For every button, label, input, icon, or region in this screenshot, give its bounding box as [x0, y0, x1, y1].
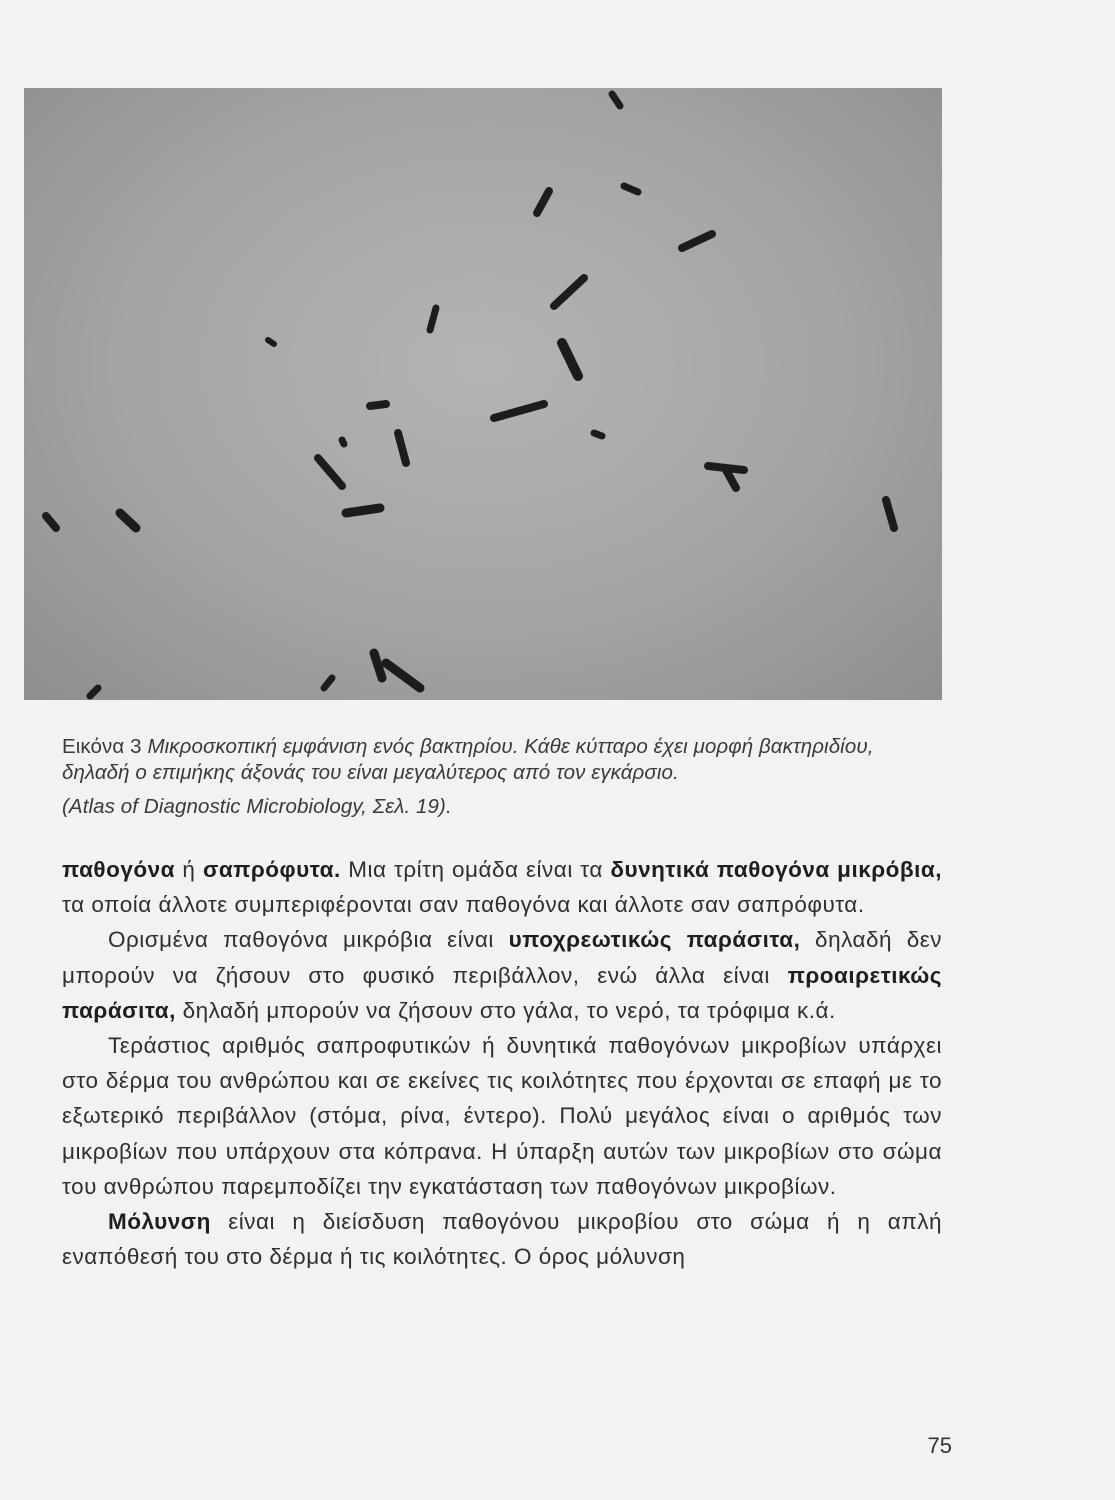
bacterium: [346, 508, 380, 513]
bacterium: [624, 186, 638, 192]
bacterium: [268, 340, 274, 344]
bacteria-image: [24, 88, 942, 700]
term: δυνητικά παθογόνα μικρόβια,: [610, 857, 942, 882]
paragraph: [62, 1204, 942, 1274]
text-run: ή: [174, 857, 203, 882]
caption-label: Εικόνα 3: [62, 735, 142, 758]
text-run: Ορισμένα παθογόνα μικρόβια είναι: [108, 927, 509, 953]
bacterium: [90, 688, 98, 696]
caption-source: [62, 794, 942, 820]
bacterium: [342, 440, 344, 444]
bacterium: [46, 516, 56, 528]
bacterium: [318, 458, 342, 486]
paragraph: [62, 922, 942, 1028]
bacterium: [374, 653, 382, 678]
bacterium: [554, 278, 584, 306]
text-run: είναι η διείσδυση παθογόνου μικροβίου στο σώμα ή η απλή εναπόθεσή του στο δέρμα ή τις κοιλότητες. Ο όρος μόλυνση: [62, 1209, 942, 1270]
source-page: Σελ. 19).: [372, 795, 452, 818]
text-run: δηλαδή μπορούν να ζήσουν στο γάλα, το νερό, τα τρόφιμα κ.ά.: [175, 997, 836, 1023]
bacterium: [430, 308, 436, 330]
figure-caption: [62, 734, 942, 820]
text-run: Τεράστιος αριθμός σαπροφυτικών ή δυνητικά παθογόνων μικροβίων υπάρχει στο δέρμα του ανθρώπου και σε εκείνες τις κοιλότητες που έρχονται σε επαφή με το εξωτερικό περιβάλλον (στόμα, ρίνα, έντερο). Πολύ μεγάλος είναι ο αριθμός των μικροβίων που υπάρχουν στα κόπρανα. Η ύπαρξη αυτών των μικροβίων στο σώμα του ανθρώπου παρεμποδίζει την εγκατάσταση των παθογόνων μικροβίων.: [62, 1033, 942, 1199]
term: παθογόνα: [62, 857, 175, 882]
bacterium: [682, 234, 712, 248]
text-run: Μια τρίτη ομάδα είναι τα: [340, 857, 611, 882]
bacterium: [537, 191, 549, 213]
body-text: [62, 852, 942, 1274]
bacterium: [494, 404, 544, 418]
text-run: τα οποία άλλοτε συμπεριφέρονται σαν παθογόνα και άλλοτε σαν σαπρόφυτα.: [62, 892, 865, 918]
term: σαπρόφυτα.: [202, 857, 341, 882]
bacterium: [120, 513, 136, 528]
bacterium: [562, 343, 578, 376]
bacterium: [370, 404, 386, 406]
term: υποχρεωτικώς παράσιτα,: [508, 927, 801, 953]
bacterium: [886, 500, 894, 528]
bacterium: [386, 663, 420, 688]
page-number: 75: [927, 1433, 952, 1458]
caption-text: Μικροσκοπική εμφάνιση ενός βακτηρίου. Κάθε κύτταρο έχει μορφή βακτηριδίου, δηλαδή ο επιμήκης άξονάς του είναι μεγαλύτερος από τον εγκάρσιο.: [62, 735, 874, 784]
bacterium: [612, 94, 620, 106]
term: προαιρετικώς παράσιτα,: [62, 962, 942, 1023]
paragraph: [62, 852, 942, 922]
microscope-photo: [24, 88, 942, 700]
bacterium: [594, 433, 602, 436]
text-run: δηλαδή δεν μπορούν να ζήσουν στο φυσικό περιβάλλον, ενώ άλλα είναι: [62, 927, 943, 988]
bacterium: [398, 433, 406, 463]
paragraph: [62, 1028, 942, 1204]
term: Μόλυνση: [108, 1209, 211, 1235]
bacterium: [324, 678, 332, 688]
source-title: (Atlas of Diagnostic Microbiology,: [62, 795, 367, 818]
